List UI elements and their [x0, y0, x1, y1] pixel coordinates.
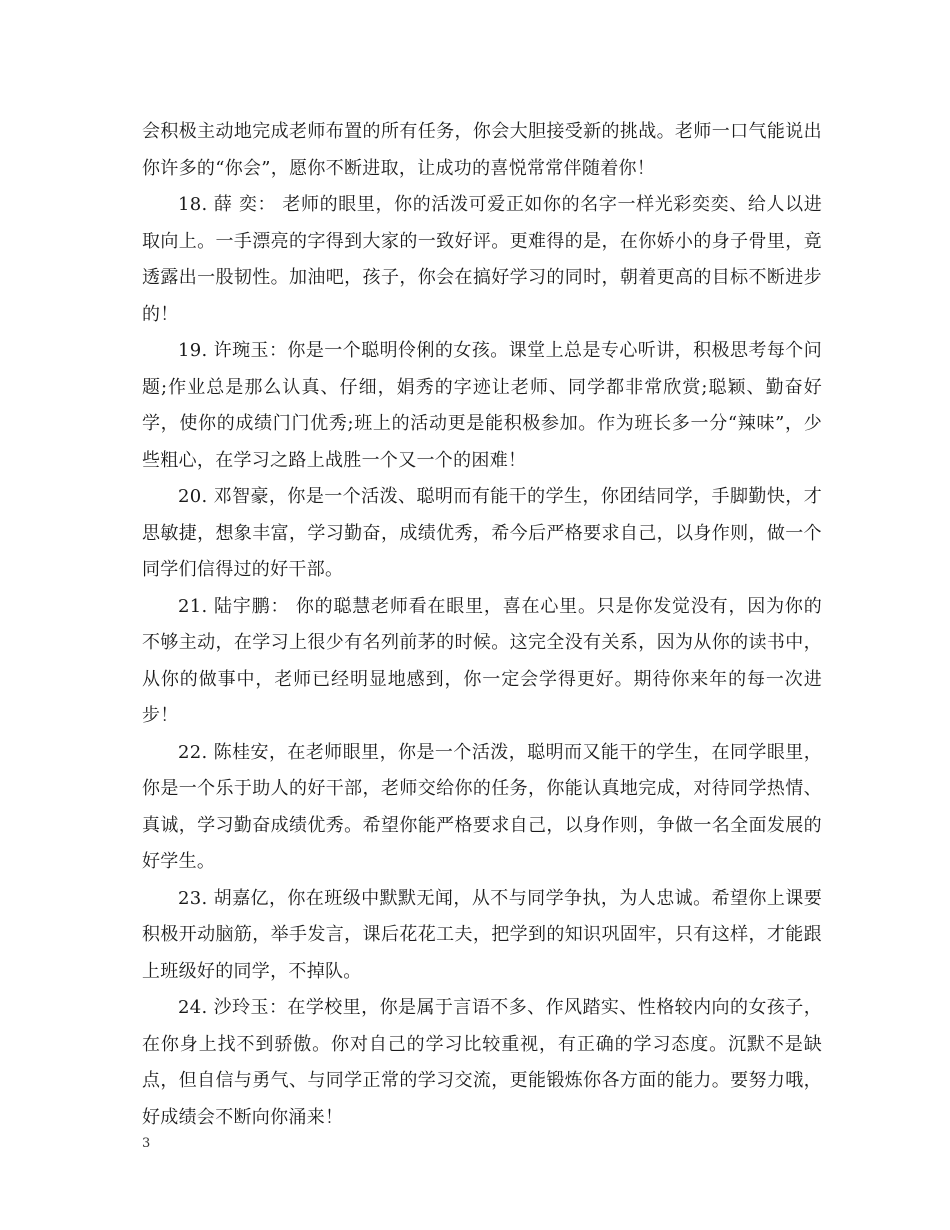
paragraph-continuation: 会积极主动地完成老师布置的所有任务，你会大胆接受新的挑战。老师一口气能说出你许多的“你会”，愿你不断进取，让成功的喜悦常常伴随着你！	[142, 121, 822, 179]
paragraph-comment-21: 21. 陆宇鹏： 你的聪慧老师看在眼里，喜在心里。只是你发觉没有，因为你的不够主动，在学习上很少有名列前茅的时候。这完全没有关系，因为从你的读书中，从你的做事中，老师已经明显地感到，你一定会学得更好。期待你来年的每一次进步！	[142, 595, 822, 726]
paragraph-comment-24: 24. 沙玲玉：在学校里，你是属于言语不多、作风踏实、性格较内向的女孩子，在你身上找不到骄傲。你对自己的学习比较重视，有正确的学习态度。沉默不是缺点，但自信与勇气、与同学正常的学习交流，更能锻炼你各方面的能力。要努力哦，好成绩会不断向你涌来！	[142, 997, 822, 1128]
document-body	[142, 114, 822, 1136]
paragraph-comment-20: 20. 邓智豪，你是一个活泼、聪明而有能干的学生，你团结同学，手脚勤快，才思敏捷，想象丰富，学习勤奋，成绩优秀，希今后严格要求自己，以身作则，做一个同学们信得过的好干部。	[142, 486, 822, 580]
paragraph-comment-19: 19. 许琬玉：你是一个聪明伶俐的女孩。课堂上总是专心听讲，积极思考每个问题;作业总是那么认真、仔细，娟秀的字迹让老师、同学都非常欣赏;聪颖、勤奋好学，使你的成绩门门优秀;班上的活动更是能积极参加。作为班长多一分“辣味”，少些粗心，在学习之路上战胜一个又一个的困难！	[142, 340, 822, 471]
paragraph-comment-18: 18. 薛 奕： 老师的眼里，你的活泼可爱正如你的名字一样光彩奕奕、给人以进取向上。一手漂亮的字得到大家的一致好评。更难得的是，在你娇小的身子骨里，竟透露出一股韧性。加油吧，孩子，你会在搞好学习的同时，朝着更高的目标不断进步的！	[142, 194, 822, 325]
page-number: 3	[142, 1136, 151, 1151]
paragraph-comment-23: 23. 胡嘉亿，你在班级中默默无闻，从不与同学争执，为人忠诚。希望你上课要积极开动脑筋，举手发言，课后花花工夫，把学到的知识巩固牢，只有这样，才能跟上班级好的同学，不掉队。	[142, 887, 822, 982]
paragraph-comment-22: 22. 陈桂安，在老师眼里，你是一个活泼，聪明而又能干的学生，在同学眼里，你是一个乐于助人的好干部，老师交给你的任务，你能认真地完成，对待同学热情、真诚，学习勤奋成绩优秀。希望你能严格要求自己，以身作则，争做一名全面发展的好学生。	[142, 741, 822, 872]
